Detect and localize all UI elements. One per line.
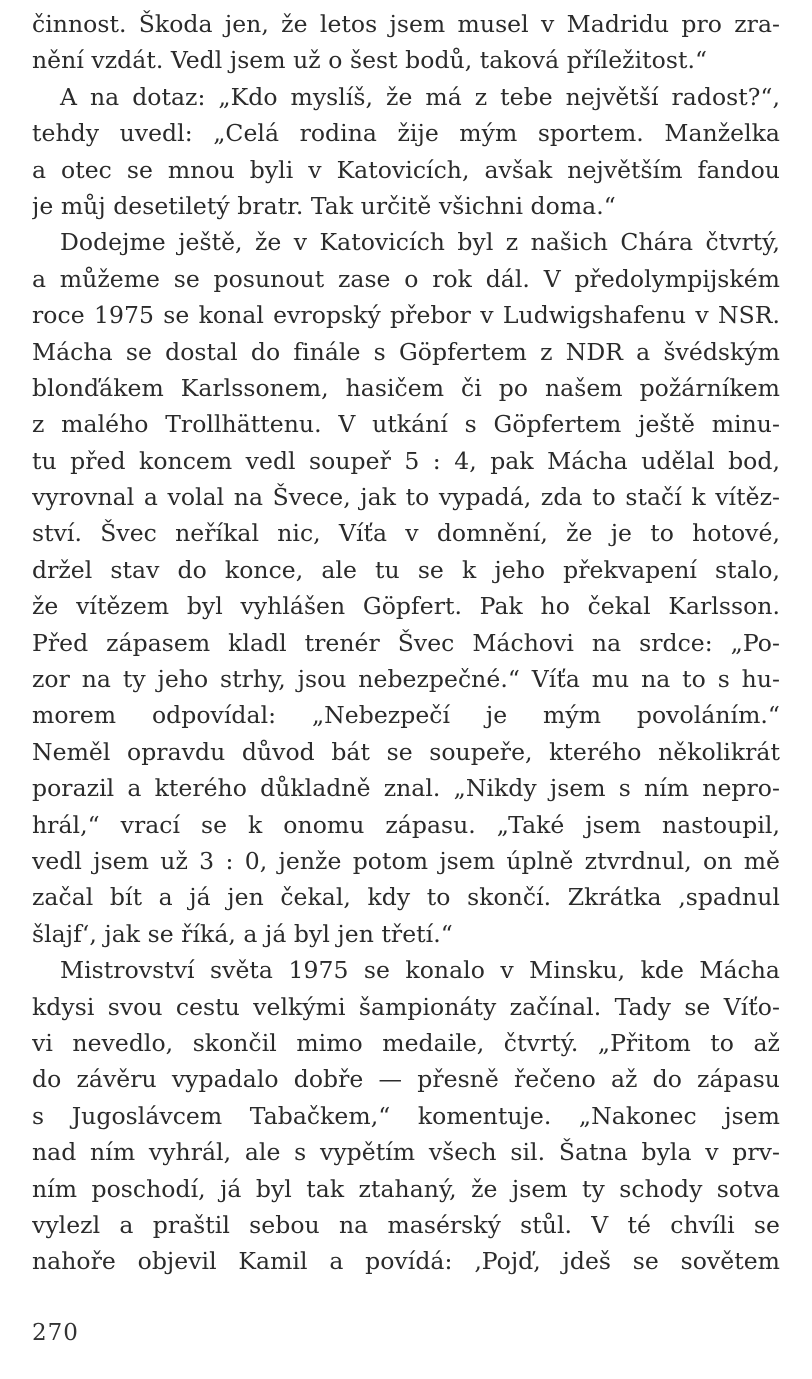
text-line: držel stav do konce, ale tu se k jeho překvapení stalo, (32, 555, 780, 584)
body-text (32, 6, 780, 1280)
text-line: zor na ty jeho strhy, jsou nebezpečné.“ Víťa mu na to s hu- (32, 665, 780, 694)
text-line: vyrovnal a volal na Švece, jak to vypadá, zda to stačí k vítěz- (32, 483, 780, 512)
text-line: nahoře objevil Kamil a povídá: ‚Pojď, jdeš se sovětem (32, 1247, 780, 1276)
text-line: a můžeme se posunout zase o rok dál. V předolympijském (32, 264, 780, 293)
text-line: Neměl opravdu důvod bát se soupeře, kterého několikrát (32, 737, 780, 766)
text-line: vi nevedlo, skončil mimo medaile, čtvrtý. „Přitom to až (32, 1028, 780, 1057)
paragraph-start-line: Dodejme ještě, že v Katovicích byl z našich Chára čtvrtý, (60, 228, 780, 257)
text-line: a otec se mnou byli v Katovicích, avšak největším fandou (32, 155, 780, 184)
text-line: blonďákem Karlssonem, hasičem či po našem požárníkem (32, 373, 780, 402)
text-line: šlajf‘, jak se říká, a já byl jen třetí.“ (32, 919, 453, 948)
text-line: činnost. Škoda jen, že letos jsem musel v Madridu pro zra- (32, 10, 780, 38)
text-line: kdysi svou cestu velkými šampionáty začínal. Tady se Víťo- (32, 992, 780, 1021)
text-line: je můj desetiletý bratr. Tak určitě všichni doma.“ (32, 191, 616, 220)
text-line: roce 1975 se konal evropský přebor v Ludwigshafenu v NSR. (32, 301, 780, 330)
paragraph-start-line: A na dotaz: „Kdo myslíš, že má z tebe největší radost?“, (60, 82, 780, 111)
text-line: ním poschodí, já byl tak ztahaný, že jsem ty schody sotva (32, 1174, 780, 1203)
text-line: začal bít a já jen čekal, kdy to skončí. Zkrátka ‚spadnul (32, 883, 780, 912)
text-line: z malého Trollhättenu. V utkání s Göpfertem ještě minu- (32, 410, 780, 439)
text-line: morem odpovídal: „Nebezpečí je mým povoláním.“ (32, 701, 780, 730)
text-line: že vítězem byl vyhlášen Göpfert. Pak ho čekal Karlsson. (32, 592, 780, 621)
text-line: porazil a kterého důkladně znal. „Nikdy jsem s ním nepro- (32, 774, 780, 803)
text-line: tehdy uvedl: „Celá rodina žije mým sportem. Manželka (32, 119, 780, 148)
page-number: 270 (32, 1320, 79, 1346)
text-line: Mácha se dostal do finále s Göpfertem z NDR a švédským (32, 337, 780, 366)
text-line: ství. Švec neříkal nic, Víťa v domnění, že je to hotové, (32, 519, 780, 548)
text-line: nad ním vyhrál, ale s vypětím všech sil. Šatna byla v prv- (32, 1138, 780, 1167)
text-line: hrál,“ vrací se k onomu zápasu. „Také jsem nastoupil, (32, 810, 780, 839)
text-line: Před zápasem kladl trenér Švec Máchovi na srdce: „Po- (32, 628, 780, 657)
text-line: tu před koncem vedl soupeř 5 : 4, pak Mácha udělal bod, (32, 446, 780, 475)
text-line: do závěru vypadalo dobře — přesně řečeno až do zápasu (32, 1065, 780, 1094)
paragraph-start-line: Mistrovství světa 1975 se konalo v Minsku, kde Mácha (60, 956, 780, 985)
text-line: vylezl a praštil sebou na masérský stůl. V té chvíli se (32, 1210, 780, 1239)
text-line: vedl jsem už 3 : 0, jenže potom jsem úplně ztvrdnul, on mě (32, 846, 780, 875)
text-line: nění vzdát. Vedl jsem už o šest bodů, taková příležitost.“ (32, 46, 708, 75)
text-line: s Jugoslávcem Tabačkem,“ komentuje. „Nakonec jsem (32, 1101, 780, 1130)
